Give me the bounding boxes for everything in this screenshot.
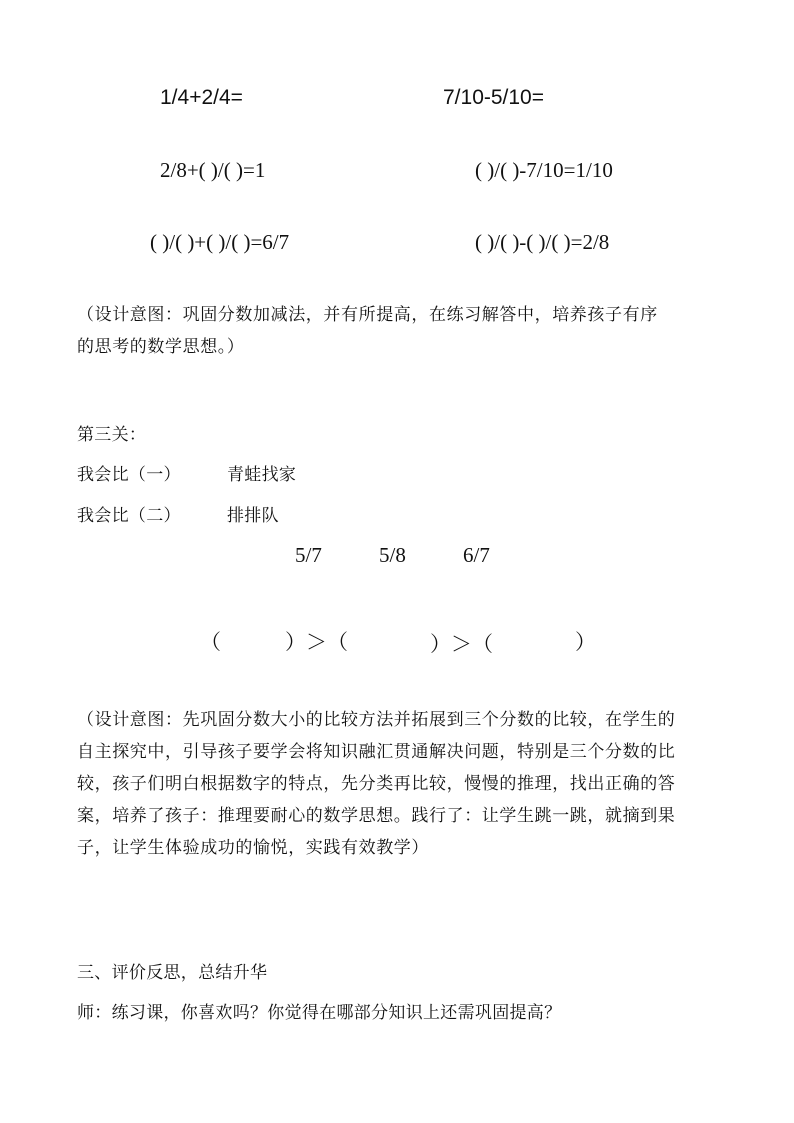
section-3-heading: 三、评价反思，总结升华 [77, 963, 268, 983]
design-note-2-line-3: 较，孩子们明白根据数字的特点，先分类再比较，慢慢的推理，找出正确的答 [77, 774, 676, 794]
equation-2-left: 2/8+( )/( )=1 [160, 158, 266, 182]
compare-greater-2: ）＞（ [430, 632, 493, 656]
equation-1-right: 7/10-5/10= [443, 86, 545, 109]
level3-item-1-label: 我会比（一） [77, 465, 181, 485]
fraction-2: 5/8 [379, 543, 406, 567]
fraction-3: 6/7 [463, 543, 490, 567]
level3-item-2-label: 我会比（二） [77, 506, 181, 526]
design-note-2-line-4: 案，培养了孩子：推理要耐心的数学思想。践行了：让学生跳一跳，就摘到果 [77, 806, 676, 826]
equation-2-right: ( )/( )-7/10=1/10 [475, 158, 613, 182]
design-note-2 [77, 704, 727, 864]
teacher-line: 师：练习课，你喜欢吗？你觉得在哪部分知识上还需巩固提高？ [77, 1003, 562, 1023]
compare-open-paren-1: （ [200, 630, 221, 654]
design-note-1 [77, 299, 727, 363]
equation-1-left: 1/4+2/4= [160, 86, 243, 109]
design-note-2-line-5: 子，让学生体验成功的愉悦，实践有效教学） [77, 838, 429, 858]
fraction-1: 5/7 [295, 543, 322, 567]
level3-item-1-name: 青蛙找家 [227, 465, 297, 485]
compare-close-paren-3: ） [575, 630, 596, 654]
design-note-2-line-1: （设计意图：先巩固分数大小的比较方法并拓展到三个分数的比较，在学生的 [77, 710, 676, 730]
design-note-1-line-2: 的思考的数学思想。） [77, 337, 245, 357]
equation-3-right: ( )/( )-( )/( )=2/8 [475, 230, 610, 254]
level3-title: 第三关： [77, 425, 147, 445]
equation-3-left: ( )/( )+( )/( )=6/7 [150, 230, 290, 254]
level3-item-2-name: 排排队 [227, 506, 279, 526]
compare-greater-1: ）＞（ [285, 630, 348, 654]
design-note-2-line-2: 自主探究中，引导孩子要学会将知识融汇贯通解决问题，特别是三个分数的比 [77, 742, 676, 762]
design-note-1-line-1: （设计意图：巩固分数加减法，并有所提高，在练习解答中，培养孩子有序 [77, 305, 658, 325]
